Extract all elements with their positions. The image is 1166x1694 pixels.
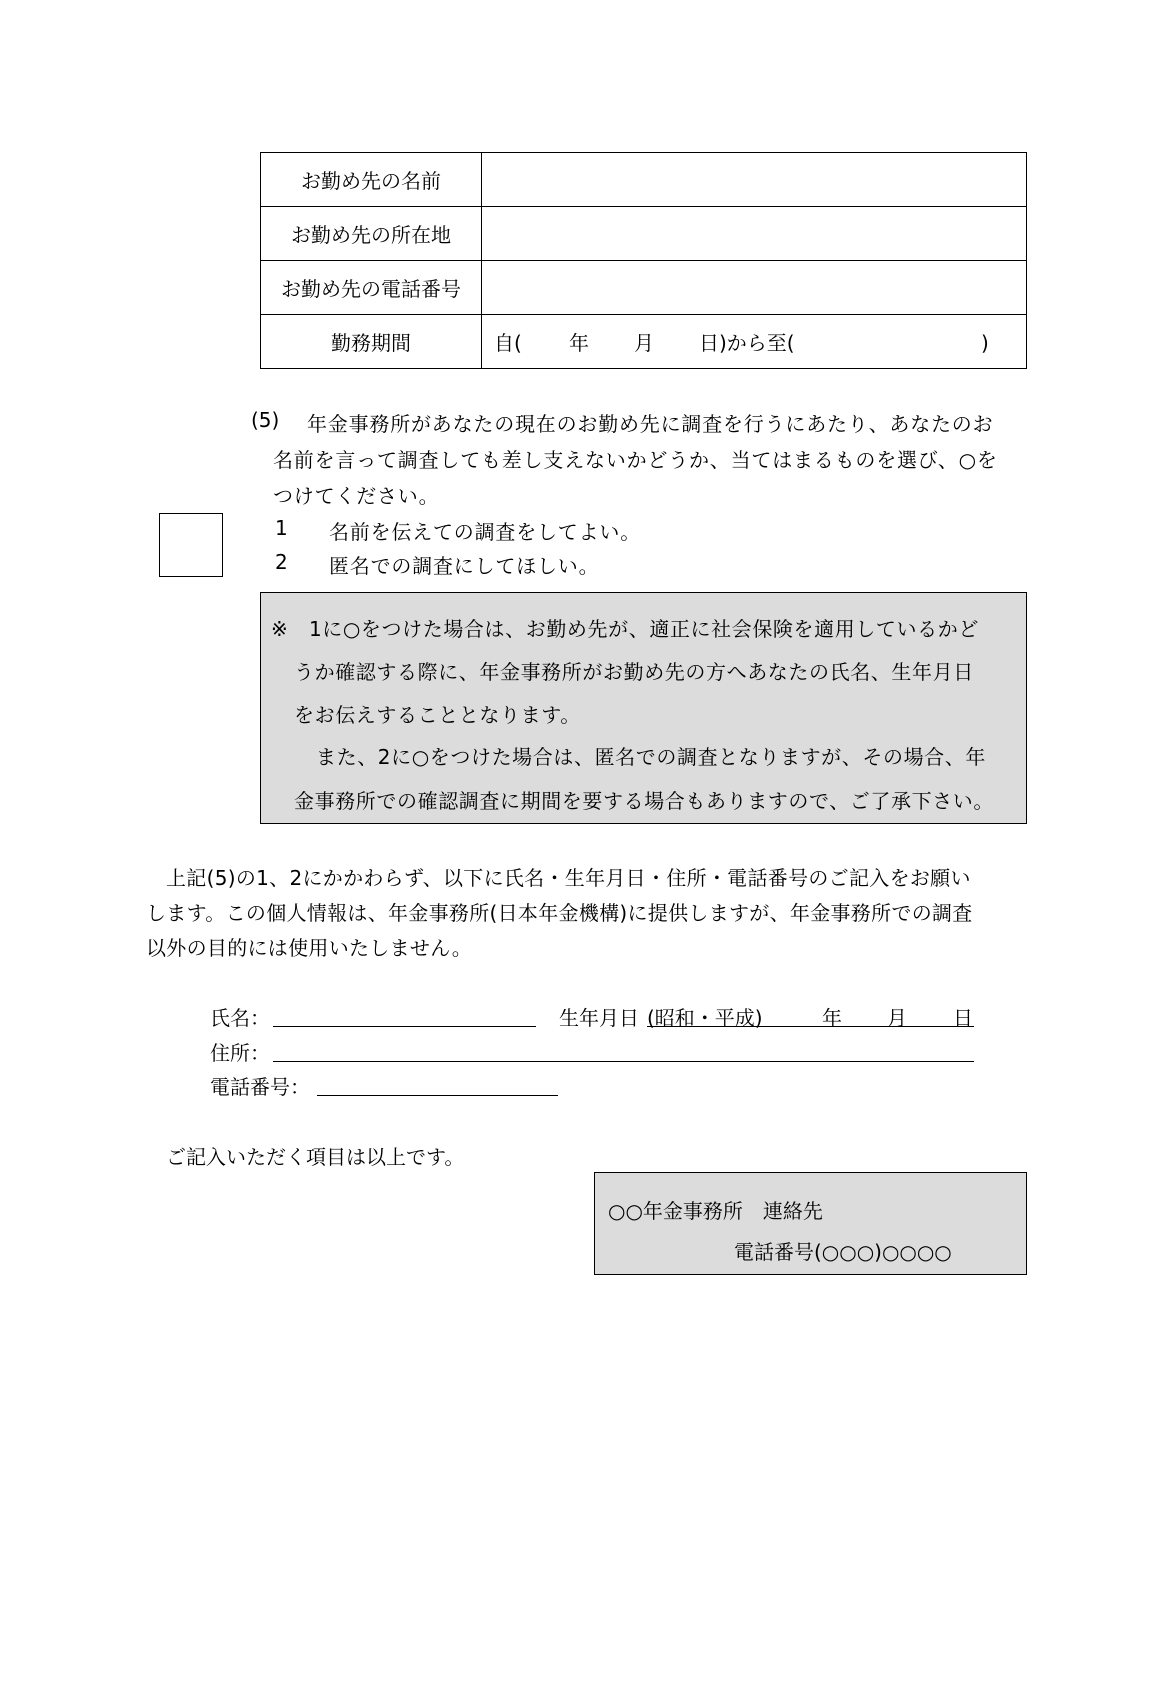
period-from: 自(: [494, 331, 522, 355]
closing-text: ご記入いただく項目は以上です。: [166, 1145, 465, 1169]
question5-line: 年金事務所があなたの現在のお勤め先に調査を行うにあたり、あなたのお: [307, 412, 994, 436]
employment-period-field[interactable]: [482, 315, 1027, 369]
employer-name-field[interactable]: [482, 153, 1027, 207]
note-box: [260, 592, 1027, 824]
request-line: 以外の目的には使用いたしません。: [146, 936, 472, 960]
contact-box: [594, 1172, 1027, 1275]
birthdate-era: (昭和・平成): [647, 1006, 763, 1030]
note-line: ※ 1に○をつけた場合は、お勤め先が、適正に社会保険を適用しているかど: [271, 617, 979, 641]
address-label: 住所：: [210, 1041, 270, 1065]
option-2-number: 2: [275, 550, 288, 574]
option-1-number: 1: [275, 516, 288, 540]
employer-address-field[interactable]: [482, 207, 1027, 261]
table-row: [261, 207, 1027, 261]
table-row: [261, 261, 1027, 315]
option-1-text: 名前を伝えての調査をしてよい。: [329, 520, 641, 544]
period-close: ): [981, 331, 989, 355]
period-month: 月: [634, 331, 654, 355]
contact-office: ○○年金事務所 連絡先: [608, 1199, 823, 1223]
birthdate-label: 生年月日: [559, 1006, 639, 1030]
birthdate-month: 月: [887, 1006, 907, 1030]
birthdate-year: 年: [822, 1006, 842, 1030]
employment-period-label: 勤務期間: [261, 315, 482, 369]
name-input-line[interactable]: [273, 1026, 536, 1027]
table-row: [261, 153, 1027, 207]
question5-line: つけてください。: [273, 484, 440, 508]
question5-number: (5): [251, 408, 280, 432]
answer-box[interactable]: [159, 513, 223, 577]
note-line: うか確認する際に、年金事務所がお勤め先の方へあなたの氏名、生年月日: [294, 660, 974, 684]
phone-label: 電話番号：: [210, 1075, 310, 1099]
period-year: 年: [569, 331, 589, 355]
note-line: をお伝えすることとなります。: [294, 703, 581, 727]
request-line: 上記(5)の1、2にかかわらず、以下に氏名・生年月日・住所・電話番号のご記入をお願い: [166, 866, 971, 890]
note-line: 金事務所での確認調査に期間を要する場合もありますので、ご了承下さい。: [294, 789, 994, 813]
note-line: また、2に○をつけた場合は、匿名での調査となりますが、その場合、年: [316, 745, 986, 769]
question5-line: 名前を言って調査しても差し支えないかどうか、当てはまるものを選び、○を: [273, 448, 998, 472]
address-input-line[interactable]: [273, 1061, 974, 1062]
employer-phone-field[interactable]: [482, 261, 1027, 315]
employer-phone-label: お勤め先の電話番号: [261, 261, 482, 315]
employer-address-label: お勤め先の所在地: [261, 207, 482, 261]
request-line: します。この個人情報は、年金事務所(日本年金機構)に提供しますが、年金事務所での調査: [146, 901, 973, 925]
employer-info-table: [260, 152, 1027, 369]
name-label: 氏名：: [210, 1006, 270, 1030]
option-2-text: 匿名での調査にしてほしい。: [329, 554, 600, 578]
period-day-to: 日)から至(: [699, 331, 795, 355]
contact-phone: 電話番号(○○○)○○○○: [734, 1240, 952, 1264]
phone-input-line[interactable]: [317, 1095, 558, 1096]
table-row: [261, 315, 1027, 369]
employer-name-label: お勤め先の名前: [261, 153, 482, 207]
birthdate-day: 日: [953, 1006, 973, 1030]
